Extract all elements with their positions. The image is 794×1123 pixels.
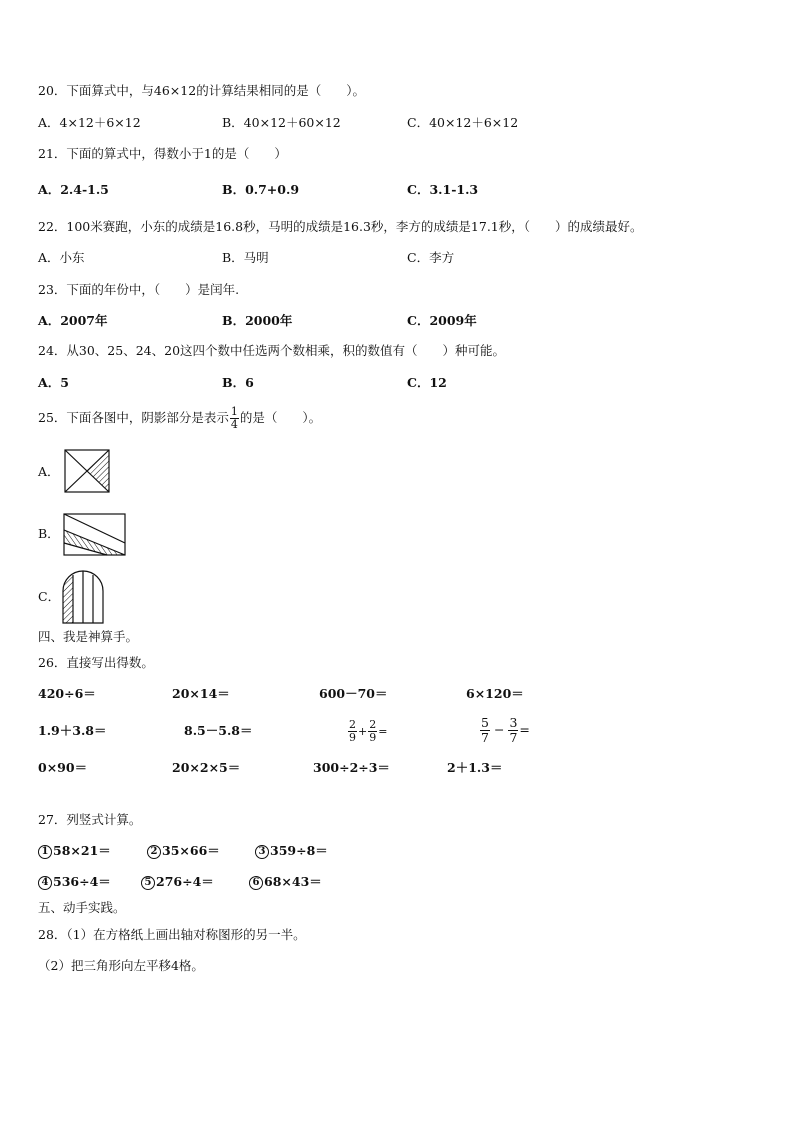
section-4-heading: 四、我是神算手。 xyxy=(38,629,139,644)
q25-option-a-label: A． xyxy=(38,464,60,479)
q22-option-a: A．小东 xyxy=(38,250,85,265)
q23-option-a: A．2007年 xyxy=(38,313,108,328)
q23-option-c: C．2009年 xyxy=(407,313,477,328)
q26-r1-item: 420÷6＝ xyxy=(38,686,96,701)
q21-stem: 21．下面的算式中，得数小于1的是（ ） xyxy=(38,146,287,161)
q25-stem-post: 的是（ ）。 xyxy=(239,410,322,425)
circled-number: 6 xyxy=(249,876,263,890)
q26-r2-item: 8.5－5.8＝ xyxy=(184,723,253,738)
fraction-difference-expression: $\frac{5}{7}$ − $\frac{3}{7}$ = xyxy=(481,715,530,745)
circled-number: 5 xyxy=(141,876,155,890)
q23-option-b: B．2000年 xyxy=(222,313,293,328)
section-5-heading: 五、动手实践。 xyxy=(38,900,126,915)
circled-number: 4 xyxy=(38,876,52,890)
q26-r3-item: 300÷2÷3＝ xyxy=(313,760,390,775)
q24-option-c: C．12 xyxy=(407,375,447,390)
q27-stem: 27．列竖式计算。 xyxy=(38,812,142,827)
q20-option-c: C．40×12＋6×12 xyxy=(407,115,519,130)
q20-stem: 20．下面算式中，与46×12的计算结果相同的是（ ）。 xyxy=(38,83,365,98)
circled-number: 3 xyxy=(255,845,269,859)
q26-r2-item: 1.9＋3.8＝ xyxy=(38,723,107,738)
q25-option-c-label: C． xyxy=(38,589,61,604)
q28-part1: 28．（1）在方格纸上画出轴对称图形的另一半。 xyxy=(38,927,306,942)
q27-item: 1 58×21＝ xyxy=(38,843,111,859)
q24-option-b: B．6 xyxy=(222,375,254,390)
q27-item: 5 276÷4＝ xyxy=(141,874,214,890)
q26-r1-item: 20×14＝ xyxy=(172,686,230,701)
q26-r3-item: 0×90＝ xyxy=(38,760,88,775)
q21-option-a: A．2.4-1.5 xyxy=(38,182,109,197)
q27-item: 2 35×66＝ xyxy=(147,843,220,859)
q25-stem xyxy=(38,404,321,432)
q22-option-c: C．李方 xyxy=(407,250,455,265)
q27-item: 6 68×43＝ xyxy=(249,874,322,890)
square-diagonal-figure xyxy=(64,449,110,493)
q28-part2: （2）把三角形向左平移4格。 xyxy=(38,958,204,973)
q26-r1-item: 600－70＝ xyxy=(319,686,388,701)
q26-r3-item: 20×2×5＝ xyxy=(172,760,241,775)
q22-stem: 22．100米赛跑，小东的成绩是16.8秒，马明的成绩是16.3秒，李方的成绩是17.1秒，（ ）的成绩最好。 xyxy=(38,219,643,234)
q23-stem: 23．下面的年份中，（ ）是闰年. xyxy=(38,282,240,297)
q26-stem: 26．直接写出得数。 xyxy=(38,655,154,670)
q25-stem-pre: 25．下面各图中，阴影部分是表示 xyxy=(38,410,229,425)
q26-r1-item: 6×120＝ xyxy=(466,686,524,701)
q20-option-b: B．40×12＋60×12 xyxy=(222,115,341,130)
q21-option-b: B．0.7+0.9 xyxy=(222,182,300,197)
q25-option-b-label: B． xyxy=(38,526,60,541)
q24-stem: 24．从30、25、24、20这四个数中任选两个数相乘，积的数值有（ ）种可能。 xyxy=(38,343,506,358)
q22-option-b: B．马明 xyxy=(222,250,269,265)
circled-number: 1 xyxy=(38,845,52,859)
q20-option-a: A．4×12＋6×12 xyxy=(38,115,141,130)
fraction-sum-expression: $\frac{2}{9}$ + $\frac{2}{9}$ = xyxy=(349,718,388,744)
q27-item: 3 359÷8＝ xyxy=(255,843,328,859)
circled-number: 2 xyxy=(147,845,161,859)
q27-item: 4 536÷4＝ xyxy=(38,874,111,890)
q26-r3-item: 2＋1.3＝ xyxy=(447,760,503,775)
q24-option-a: A．5 xyxy=(38,375,69,390)
rectangle-strip-figure xyxy=(63,513,126,556)
arch-figure xyxy=(62,570,104,624)
one-quarter-fraction: $\frac{1}{4}$ xyxy=(230,405,238,431)
q21-option-c: C．3.1-1.3 xyxy=(407,182,479,197)
